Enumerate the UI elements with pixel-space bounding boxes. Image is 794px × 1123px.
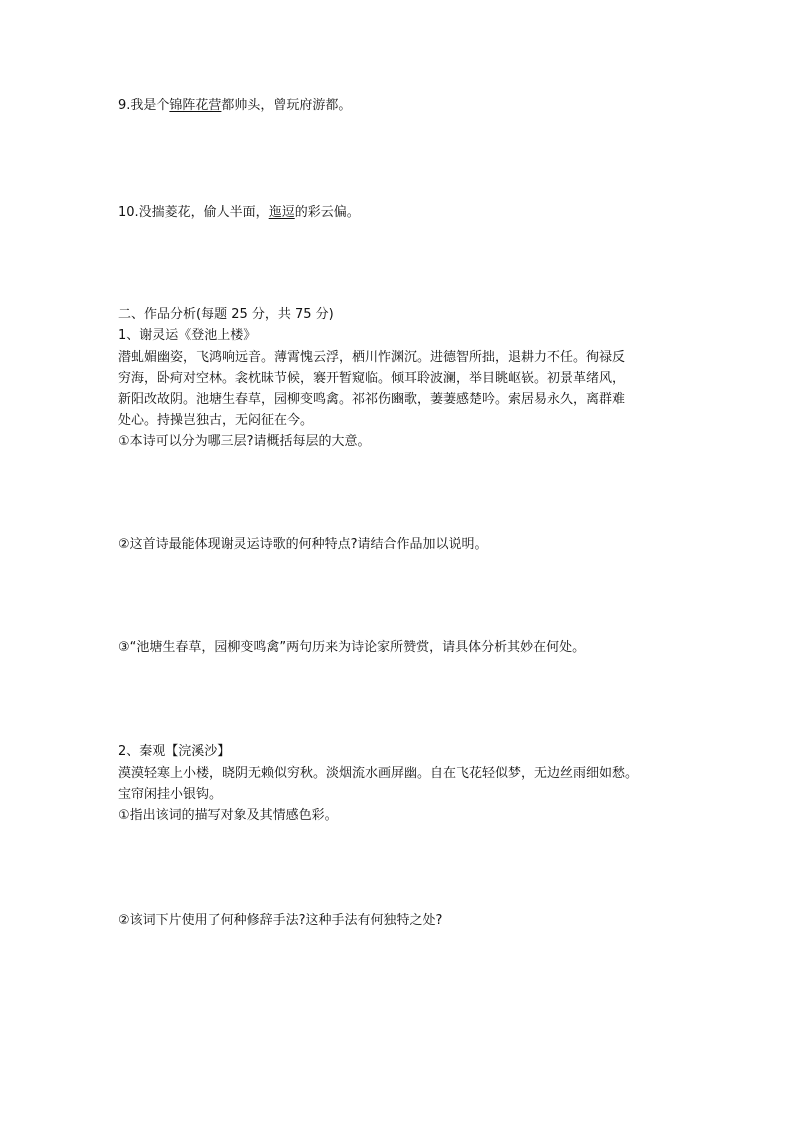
question-10-suffix: 的彩云偏。 xyxy=(294,205,360,220)
question-10-prefix: 10.没揣菱花，偷人半面， xyxy=(118,205,269,220)
question-9 xyxy=(118,96,698,116)
question-9-underlined-term: 锦阵花营 xyxy=(169,98,222,113)
poem-1-line-4: 处心。持操岂独古，无闷征在今。 xyxy=(118,413,314,428)
poem-1-question-1: ①本诗可以分为哪三层?请概括每层的大意。 xyxy=(118,434,371,449)
poem-2-line-1: 漠漠轻寒上小楼，晓阴无赖似穷秋。淡烟流水画屏幽。自在飞花轻似梦，无边丝雨细如愁。 xyxy=(118,766,639,781)
poem-1-line-3: 新阳改故阴。池塘生春草，园柳变鸣禽。祁祁伤豳歌，萋萋感楚吟。索居易永久，离群难 xyxy=(118,392,626,407)
poem-1-line-1: 潜虬媚幽姿，飞鸿响远音。薄霄愧云浮，栖川怍渊沉。进德智所拙，退耕力不任。徇禄反 xyxy=(118,350,626,365)
poem-2-line-2: 宝帘闲挂小银钩。 xyxy=(118,787,223,802)
question-10-underlined-term: 迤逗 xyxy=(268,205,295,220)
poem-2-title: 2、秦观【浣溪沙】 xyxy=(118,744,231,759)
section-2-heading: 二、作品分析(每题 25 分，共 75 分) xyxy=(118,307,334,322)
question-9-suffix: 都帅头，曾玩府游都。 xyxy=(221,98,352,113)
poem-2-question-2: ②该词下片使用了何种修辞手法?这种手法有何独特之处? xyxy=(118,913,443,928)
question-10 xyxy=(118,203,698,223)
poem-1-question-2: ②这首诗最能体现谢灵运诗歌的何种特点?请结合作品加以说明。 xyxy=(118,537,488,552)
poem-1-line-2: 穷海，卧疴对空林。衾枕昧节候，褰开暂窥临。倾耳聆波澜，举目眺岖嵚。初景革绪风， xyxy=(118,371,626,386)
poem-1-title: 1、谢灵运《登池上楼》 xyxy=(118,328,257,343)
poem-1-question-3: ③“池塘生春草，园柳变鸣禽”两句历来为诗论家所赞赏，请具体分析其妙在何处。 xyxy=(118,640,586,655)
poem-2-question-1: ①指出该词的描写对象及其情感色彩。 xyxy=(118,808,338,823)
question-9-prefix: 9.我是个 xyxy=(118,98,170,113)
